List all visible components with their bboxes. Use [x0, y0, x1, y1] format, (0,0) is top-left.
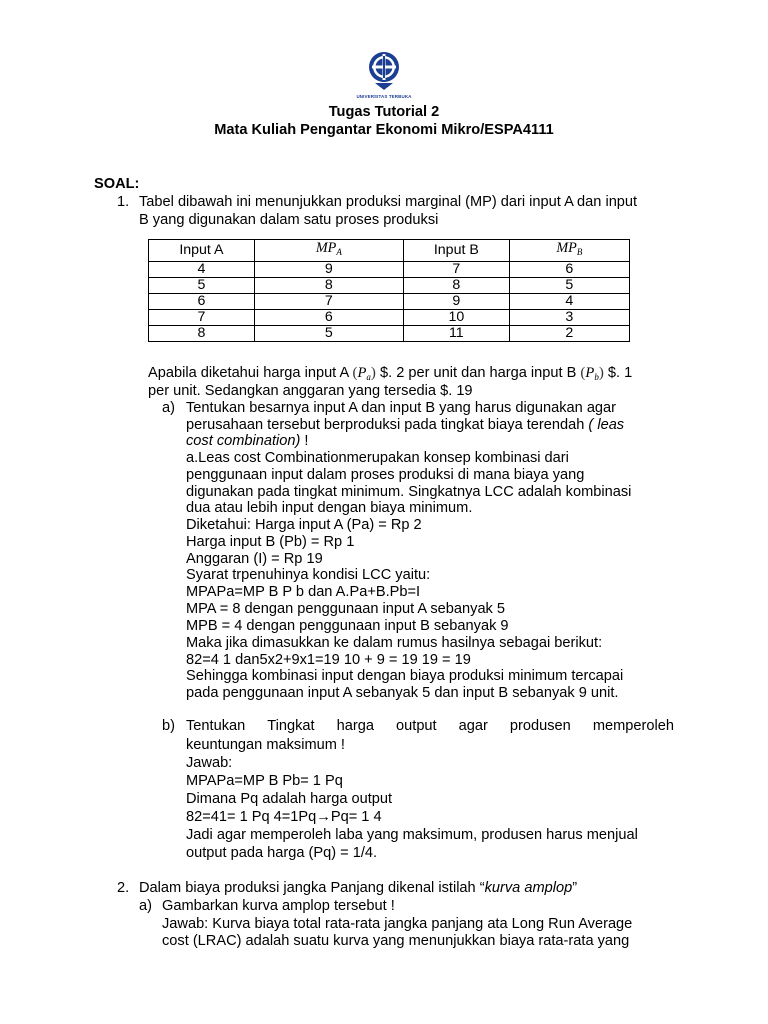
q1a-answer-line: a.Leas cost Combinationmerupakan konsep kombinasi dari	[186, 450, 569, 466]
table-cell: 11	[403, 326, 509, 342]
q2a-answer-line: Jawab: Kurva biaya total rata-rata jangka panjang ata Long Run Average	[162, 916, 633, 932]
q2a-question: Gambarkan kurva amplop tersebut !	[162, 898, 395, 914]
q1b-answer-line: Jawab:	[186, 755, 233, 771]
table-row	[149, 294, 630, 310]
table-cell: 5	[509, 278, 629, 294]
q1a-answer-line: pada penggunaan input A sebanyak 5 dan input B sebanyak 9 unit.	[186, 685, 619, 701]
q1a-answer-line: Harga input B (Pb) = Rp 1	[186, 534, 355, 550]
university-logo	[368, 50, 400, 96]
q1a-answer-line: MPAPa=MP B P b dan A.Pa+B.Pb=I	[186, 584, 421, 600]
table-cell: 9	[403, 294, 509, 310]
mp-table	[148, 239, 630, 342]
table-cell: 5	[149, 278, 255, 294]
col-header-mpb: $MP_B$	[509, 240, 629, 262]
table-row	[149, 278, 630, 294]
table-cell: 4	[149, 262, 255, 278]
doc-title: Tugas Tutorial 2	[328, 104, 440, 120]
q2a-answer-line: cost (LRAC) adalah suatu kurva yang menunjukkan biaya rata-rata yang	[162, 933, 630, 949]
table-cell: 4	[509, 294, 629, 310]
col-header-input-b: Input B	[403, 240, 509, 262]
q2-number: 2.	[117, 880, 130, 896]
q1-line1: Tabel dibawah ini menunjukkan produksi marginal (MP) dari input A dan input	[139, 194, 638, 210]
q1-line2: B yang digunakan dalam satu proses produksi	[139, 212, 439, 228]
soal-label: SOAL:	[94, 176, 140, 192]
q1a-answer-line: Diketahui: Harga input A (Pa) = Rp 2	[186, 517, 422, 533]
q2-line1: Dalam biaya produksi jangka Panjang dikenal istilah “kurva amplop”	[139, 880, 578, 896]
table-cell: 8	[403, 278, 509, 294]
q1a-answer-line: 82=4 1 dan5x2+9x1=19 10 + 9 = 19 19 = 19	[186, 652, 471, 668]
table-row	[149, 310, 630, 326]
q1b-question-line1: Tentukan Tingkat harga output agar produsen memperoleh	[186, 718, 674, 734]
q1a-question-line2: perusahaan tersebut berproduksi pada tingkat biaya terendah ( leas	[186, 417, 625, 433]
q2a-label: a)	[139, 898, 152, 914]
table-cell: 3	[509, 310, 629, 326]
table-header-row	[149, 240, 630, 262]
q1-given-line1: Apabila diketahui harga input A $(P_a)$ $. 2 per unit dan harga input B $(P_b)$ $. 1	[148, 365, 633, 382]
table-cell: 9	[254, 262, 403, 278]
q1a-answer-line: MPB = 4 dengan penggunaan input B sebanyak 9	[186, 618, 509, 634]
table-cell: 6	[509, 262, 629, 278]
table-cell: 7	[149, 310, 255, 326]
col-header-input-a: Input A	[149, 240, 255, 262]
logo-text: UNIVERSITAS TERBUKA	[356, 94, 412, 99]
q1a-label: a)	[162, 400, 175, 416]
q1a-answer-line: Anggaran (I) = Rp 19	[186, 551, 323, 567]
col-header-mpa: $MP_A$	[254, 240, 403, 262]
q1a-question-line3: cost combination) !	[186, 433, 309, 449]
table-row	[149, 326, 630, 342]
table-cell: 2	[509, 326, 629, 342]
q1b-question-line2: keuntungan maksimum !	[186, 737, 345, 753]
q1a-answer-line: Maka jika dimasukkan ke dalam rumus hasilnya sebagai berikut:	[186, 635, 603, 651]
table-cell: 8	[254, 278, 403, 294]
doc-subtitle: Mata Kuliah Pengantar Ekonomi Mikro/ESPA4111	[214, 122, 554, 138]
q1a-question-line1: Tentukan besarnya input A dan input B yang harus digunakan agar	[186, 400, 617, 416]
q1b-answer-line: Dimana Pq adalah harga output	[186, 791, 393, 807]
q1-number: 1.	[117, 194, 130, 210]
q1a-answer-line: Syarat trpenuhinya kondisi LCC yaitu:	[186, 567, 431, 583]
table-cell: 7	[254, 294, 403, 310]
q1a-answer-line: MPA = 8 dengan penggunaan input A sebanyak 5	[186, 601, 506, 617]
q1a-answer-line: Sehingga kombinasi input dengan biaya produksi minimum tercapai	[186, 668, 624, 684]
q1a-answer-line: penggunaan input dalam proses produksi di mana biaya yang	[186, 467, 585, 483]
q1b-label: b)	[162, 718, 175, 734]
table-cell: 7	[403, 262, 509, 278]
table-row	[149, 262, 630, 278]
q1b-answer-line: 82=41= 1 Pq 4=1Pq→Pq= 1 4	[186, 809, 382, 825]
table-cell: 5	[254, 326, 403, 342]
q1a-answer-line: digunakan pada tingkat minimum. Singkatnya LCC adalah kombinasi	[186, 484, 632, 500]
table-cell: 6	[149, 294, 255, 310]
table-cell: 10	[403, 310, 509, 326]
table-cell: 6	[254, 310, 403, 326]
table-cell: 8	[149, 326, 255, 342]
q1a-answer-line: dua atau lebih input dengan biaya minimum.	[186, 500, 473, 516]
q1b-answer-line: MPAPa=MP B Pb= 1 Pq	[186, 773, 343, 789]
q1-given-line2: per unit. Sedangkan anggaran yang tersedia $. 19	[148, 383, 473, 399]
q1b-answer-line: Jadi agar memperoleh laba yang maksimum, produsen harus menjual	[186, 827, 638, 843]
q1b-answer-line: output pada harga (Pq) = 1/4.	[186, 845, 378, 861]
